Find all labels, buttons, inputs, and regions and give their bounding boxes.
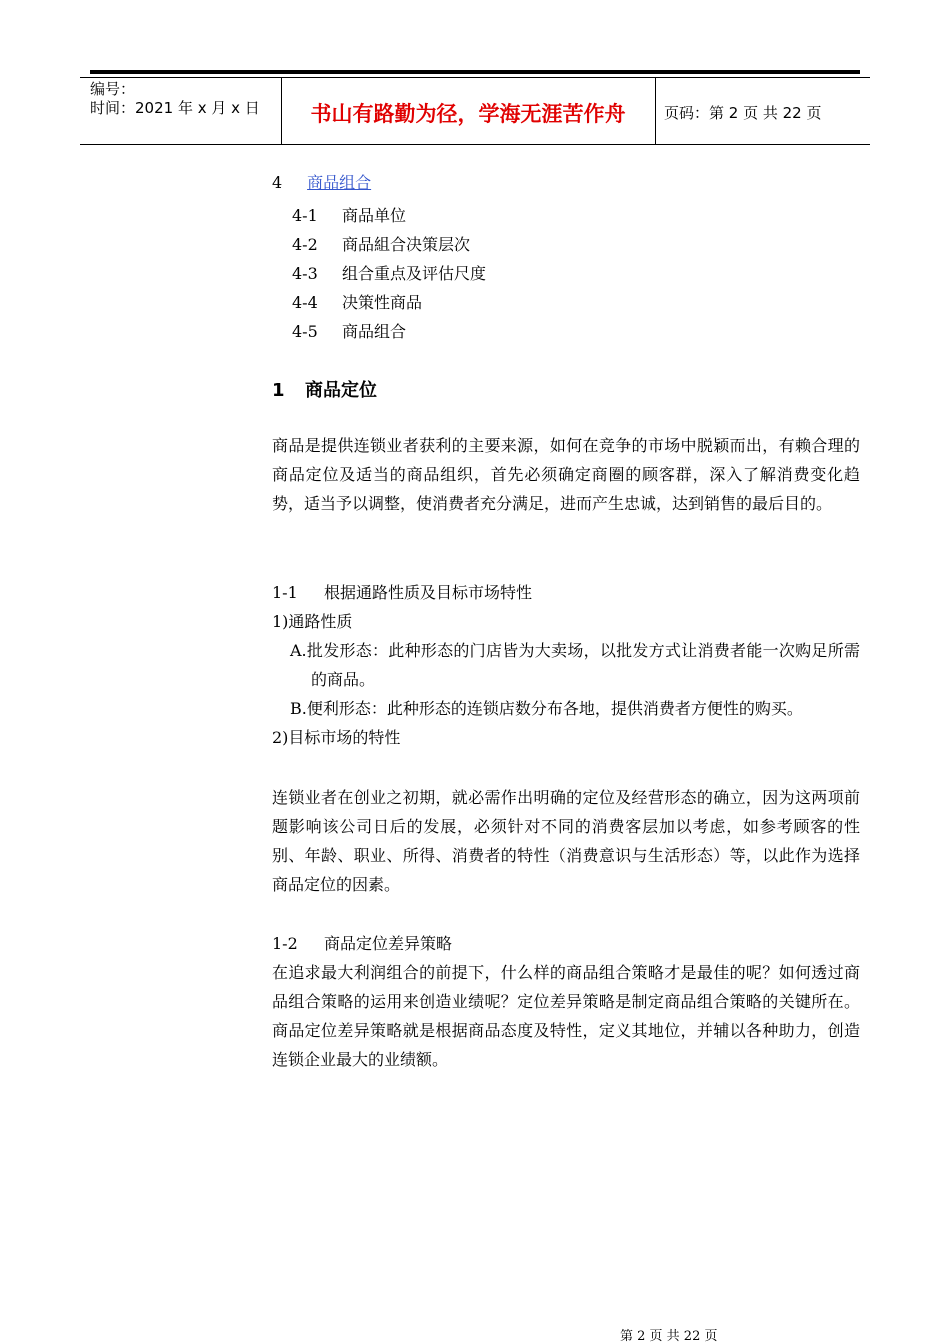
- toc-item: [272, 201, 486, 230]
- list-heading-target-market: 2)目标市场的特性: [272, 728, 401, 747]
- toc-chapter-link[interactable]: 商品组合: [307, 173, 372, 192]
- header-page-info: 页码：第 2 页 共 22 页: [664, 104, 822, 122]
- subsection-heading-1-2: [272, 929, 452, 958]
- table-of-contents: [272, 172, 486, 346]
- page-footer: 第 2 页 共 22 页: [620, 1329, 718, 1344]
- list-item-wholesale: A.批发形态：此种形态的门店皆为大卖场，以批发方式让消费者能一次购足所需的商品。: [290, 641, 860, 689]
- toc-item: [272, 288, 486, 317]
- toc-item-number: 4-5: [292, 322, 318, 341]
- toc-item: [272, 259, 486, 288]
- header-time: 时间：2021 年 x 月 x 日: [90, 99, 260, 117]
- paragraph-target-market: 连锁业者在创业之初期，就必需作出明确的定位及经营形态的确立，因为这两项前题影响该公司日后的发展，必须针对不同的消费客层加以考虑，如参考顾客的性别、年龄、职业、所得、消费者的特性（消费意识与生活形态）等，以此作为选择商品定位的因素。: [272, 788, 860, 894]
- header-meta: [90, 80, 260, 118]
- subsection-number: 1-1: [272, 583, 298, 602]
- toc-item-number: 4-1: [292, 206, 318, 225]
- toc-item-title: 商品组合: [342, 322, 407, 341]
- header-number: 编号：: [90, 80, 136, 98]
- header-divider-2: [655, 78, 656, 144]
- subsection-number: 1-2: [272, 934, 298, 953]
- section-title: 商品定位: [305, 380, 377, 401]
- header-table-bottom-border: [80, 144, 870, 145]
- toc-item-title: 商品单位: [342, 206, 407, 225]
- subsection-heading-1-1: [272, 578, 532, 607]
- toc-chapter-number: 4: [272, 173, 283, 192]
- toc-item: [272, 230, 486, 259]
- list-heading-channel: 1)通路性质: [272, 612, 353, 631]
- paragraph-strategy: 在追求最大利润组合的前提下，什么样的商品组合策略才是最佳的呢？如何透过商品组合策略的运用来创造业绩呢？定位差异策略是制定商品组合策略的关键所在。商品定位差异策略就是根据商品态度及特性，定义其地位，并辅以各种助力，创造连锁企业最大的业绩额。: [272, 963, 860, 1069]
- subsection-title: 商品定位差异策略: [324, 934, 453, 953]
- header-top-rule: [90, 70, 860, 74]
- channel-list: [272, 607, 860, 752]
- toc-item-title: 商品組合决策层次: [342, 235, 471, 254]
- paragraph-intro: 商品是提供连锁业者获利的主要来源，如何在竞争的市场中脱颖而出，有赖合理的商品定位及适当的商品组织，首先必须确定商圈的顾客群，深入了解消费变化趋势，适当予以调整，使消费者充分满足，进而产生忠诚，达到销售的最后目的。: [272, 436, 860, 513]
- toc-chapter: [272, 172, 486, 194]
- section-heading: [272, 376, 377, 402]
- toc-item-title: 决策性商品: [342, 293, 423, 312]
- toc-item: [272, 317, 486, 346]
- toc-item-title: 组合重点及评估尺度: [342, 264, 487, 283]
- subsection-title: 根据通路性质及目标市场特性: [324, 583, 533, 602]
- toc-item-number: 4-4: [292, 293, 318, 312]
- header-motto: 书山有路勤为径，学海无涯苦作舟: [310, 102, 626, 126]
- section-number: 1: [272, 380, 285, 401]
- list-item-convenience: B.便利形态：此种形态的连锁店数分布各地，提供消费者方便性的购买。: [290, 699, 803, 718]
- toc-item-number: 4-2: [292, 235, 318, 254]
- toc-item-number: 4-3: [292, 264, 318, 283]
- header-table-top-border: [80, 77, 870, 78]
